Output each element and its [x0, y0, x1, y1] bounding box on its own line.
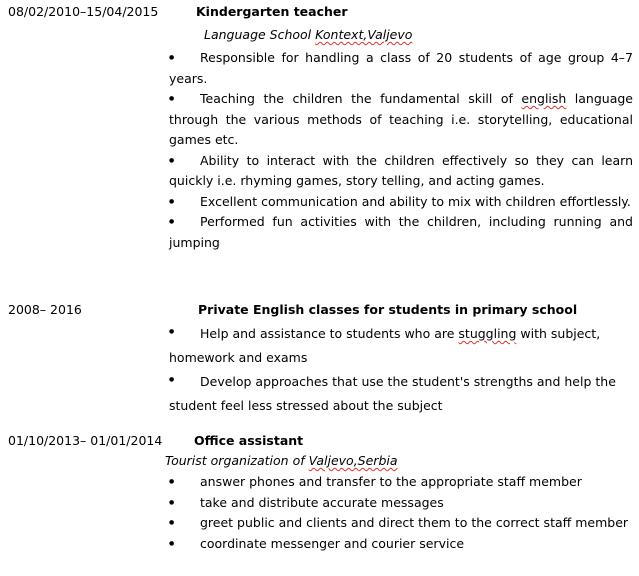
entry-2-job-title: Private English classes for students in primary school — [198, 302, 578, 317]
list-item: ● Responsible for handling a class of 20 students of age group 4–7 years. — [169, 48, 633, 89]
entry-1-job-title: Kindergarten teacher — [196, 4, 348, 19]
list-item: ● take and distribute accurate messages — [169, 493, 633, 514]
entry-2-period: 2008– 2016 — [8, 302, 82, 317]
list-item: ● Help and assistance to students who are stuggling with subject, homework and exams — [169, 322, 633, 370]
list-item: ● Excellent communication and ability to mix with children effortlessly. — [169, 192, 633, 213]
list-item: ● Performed fun activities with the children, including running and jumping — [169, 212, 633, 253]
entry-3-organization: Tourist organization of Valjevo,Serbia — [165, 453, 398, 468]
list-item: ● Ability to interact with the children effectively so they can learn quickly i.e. rhyming games, story telling, and acting games. — [169, 151, 633, 192]
list-item: ● Teaching the children the fundamental skill of english language through the various methods of teaching i.e. storytelling, educational games etc. — [169, 89, 633, 151]
entry-1-period: 08/02/2010–15/04/2015 — [8, 4, 159, 19]
list-item: ● answer phones and transfer to the appropriate staff member — [169, 472, 633, 493]
list-item: ● greet public and clients and direct them to the correct staff member — [169, 513, 633, 534]
entry-3-duties — [169, 472, 633, 554]
list-item: ● Develop approaches that use the student's strengths and help the student feel less stressed about the subject — [169, 370, 633, 418]
list-item: ● coordinate messenger and courier service — [169, 534, 633, 555]
entry-1-organization: Language School Kontext,Valjevo — [204, 27, 413, 42]
entry-3-period: 01/10/2013– 01/01/2014 — [8, 433, 163, 448]
entry-1-duties — [169, 48, 633, 253]
entry-2-duties — [169, 322, 633, 418]
entry-3-job-title: Office assistant — [194, 433, 304, 448]
